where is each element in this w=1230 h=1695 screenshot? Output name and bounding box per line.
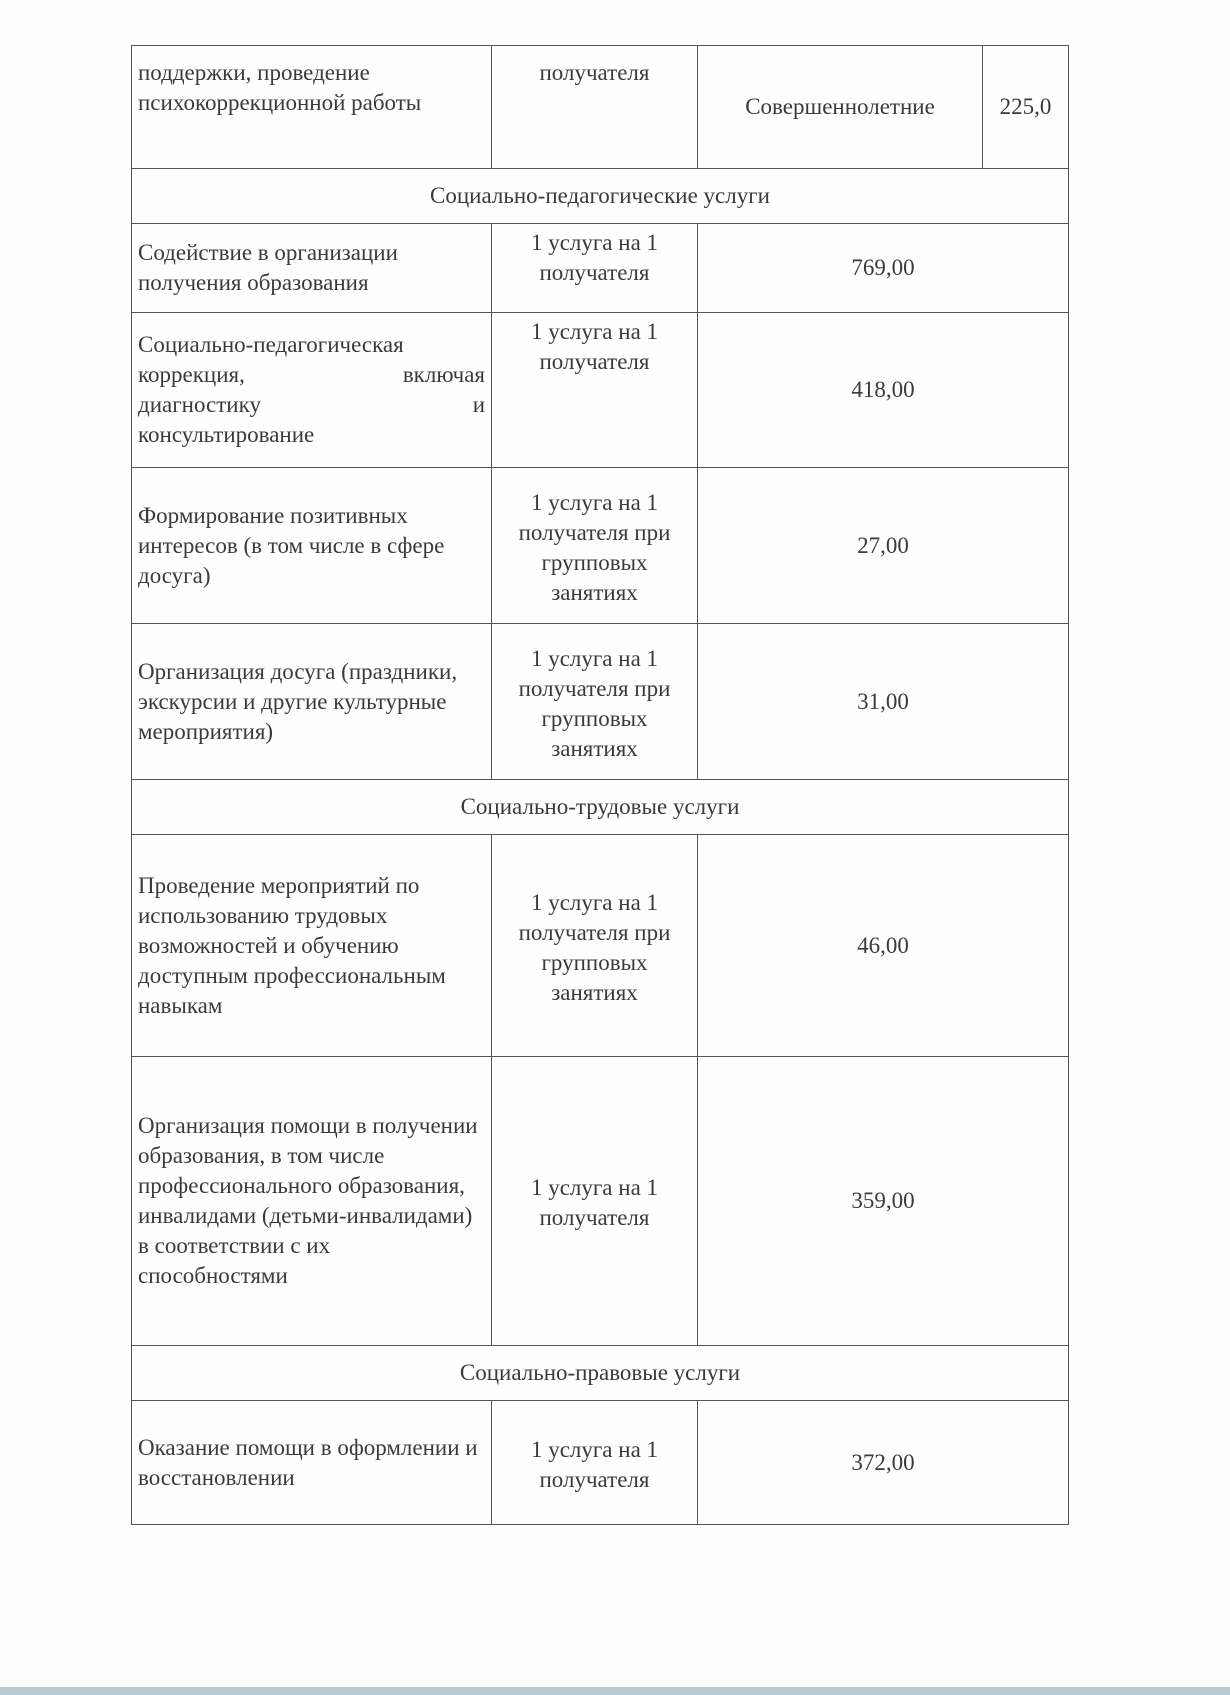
name-line: Социально-педагогическая [138,332,404,357]
service-name: Оказание помощи в оформлении и восстановлении [132,1401,492,1525]
services-tariff-table [131,45,1069,1525]
service-unit: 1 услуга на 1 получателя при групповых занятиях [492,835,698,1057]
table-row [132,1401,1069,1525]
service-price: 359,00 [698,1057,1069,1346]
section-header-row [132,780,1069,835]
table-row [132,624,1069,780]
service-unit: 1 услуга на 1 получателя [492,224,698,313]
scan-edge [0,1687,1230,1695]
service-name: Проведение мероприятий по использованию трудовых возможностей и обучению доступным профессиональным навыкам [132,835,492,1057]
name-word: включая [402,362,485,387]
service-unit: 1 услуга на 1 получателя [492,1057,698,1346]
service-name: Содействие в организации получения образования [132,224,492,313]
service-unit: 1 услуга на 1 получателя [492,313,698,468]
name-line [138,390,485,420]
table-row [132,468,1069,624]
recipient-category: Совершеннолетние [698,46,983,169]
section-header-row [132,169,1069,224]
table-row [132,835,1069,1057]
service-price: 46,00 [698,835,1069,1057]
section-header-row [132,1346,1069,1401]
service-unit: 1 услуга на 1 получателя [492,1401,698,1525]
service-price: 769,00 [698,224,1069,313]
service-unit: 1 услуга на 1 получателя при групповых занятиях [492,624,698,780]
service-price: 372,00 [698,1401,1069,1525]
service-price: 418,00 [698,313,1069,468]
service-unit: 1 услуга на 1 получателя при групповых занятиях [492,468,698,624]
table-row [132,224,1069,313]
service-name: Формирование позитивных интересов (в том числе в сфере досуга) [132,468,492,624]
service-name [132,313,492,468]
name-line: консультирование [138,422,315,447]
section-title: Социально-трудовые услуги [132,780,1069,835]
service-price: 225,0 [983,46,1069,169]
table-row [132,313,1069,468]
service-unit: получателя [492,46,698,169]
table-row [132,1057,1069,1346]
table-row [132,46,1069,169]
service-name: поддержки, проведение психокоррекционной работы [132,46,492,169]
name-line [138,360,485,390]
section-title: Социально-педагогические услуги [132,169,1069,224]
name-word: диагностику [138,392,261,417]
section-title: Социально-правовые услуги [132,1346,1069,1401]
service-name: Организация помощи в получении образования, в том числе профессионального образования, инвалидами (детьми-инвалидами) в соответствии с их способностями [132,1057,492,1346]
service-name: Организация досуга (праздники, экскурсии и другие культурные мероприятия) [132,624,492,780]
service-price: 31,00 [698,624,1069,780]
service-price: 27,00 [698,468,1069,624]
name-word: и [472,392,485,417]
name-word: коррекция, [138,362,245,387]
